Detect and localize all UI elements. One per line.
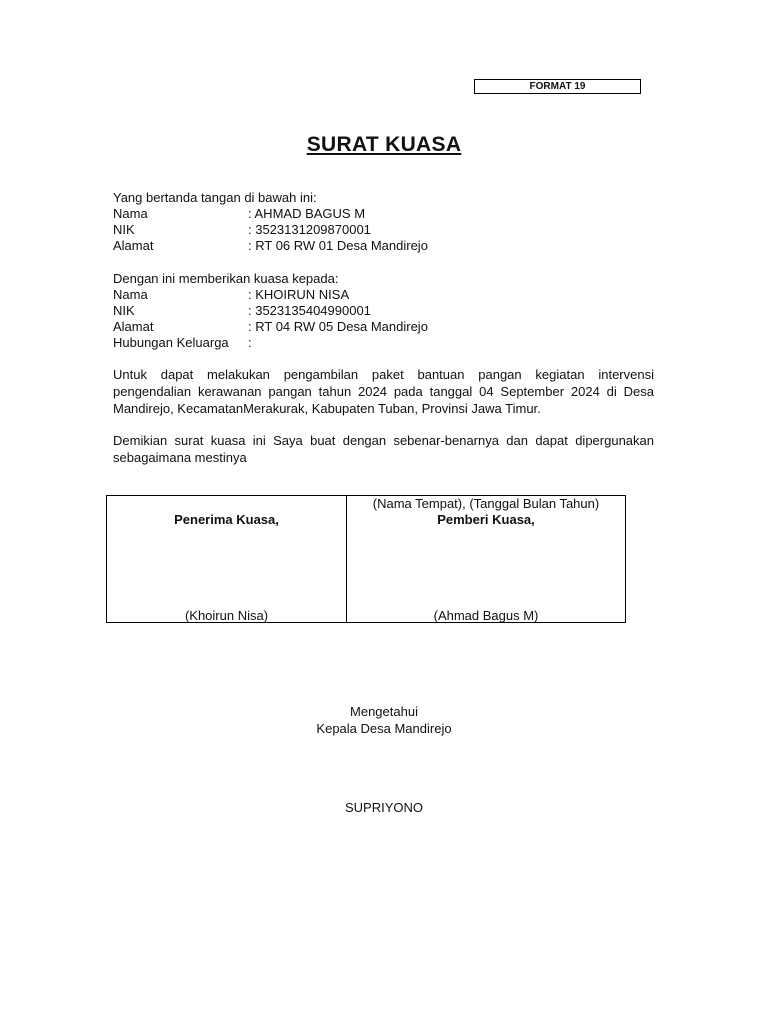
grantee-intro: Dengan ini memberikan kuasa kepada: bbox=[113, 271, 339, 286]
field-label: Nama bbox=[113, 206, 148, 221]
field-value: : 3523135404990001 bbox=[248, 303, 371, 318]
grantee-signature-title: Penerima Kuasa, bbox=[174, 512, 279, 527]
field-label: NIK bbox=[113, 303, 135, 318]
field-value: : RT 04 RW 05 Desa Mandirejo bbox=[248, 319, 428, 334]
field-value: : RT 06 RW 01 Desa Mandirejo bbox=[248, 238, 428, 253]
grantor-address-row bbox=[113, 238, 428, 254]
grantor-intro: Yang bertanda tangan di bawah ini: bbox=[113, 190, 317, 205]
place-date-line: (Nama Tempat), (Tanggal Bulan Tahun) bbox=[372, 496, 600, 511]
field-value: : KHOIRUN NISA bbox=[248, 287, 350, 302]
grantee-address-row bbox=[113, 319, 428, 335]
approval-label: Mengetahui bbox=[350, 704, 418, 719]
field-label: NIK bbox=[113, 222, 135, 237]
document-title: SURAT KUASA bbox=[306, 133, 462, 156]
format-number-box bbox=[474, 79, 641, 94]
grantee-nik-row bbox=[113, 303, 371, 319]
field-value: : AHMAD BAGUS M bbox=[248, 206, 366, 221]
field-value: : 3523131209870001 bbox=[248, 222, 371, 237]
signature-table bbox=[106, 495, 626, 623]
field-label: Alamat bbox=[113, 319, 154, 334]
closing-paragraph: Demikian surat kuasa ini Saya buat dengan sebenar-benarnya dan dapat dipergunakan sebagaimana mestinya bbox=[113, 433, 654, 465]
approval-position: Kepala Desa Mandirejo bbox=[316, 721, 452, 736]
grantor-nik-row bbox=[113, 222, 371, 238]
approval-name: SUPRIYONO bbox=[344, 800, 423, 815]
grantor-signature-title: Pemberi Kuasa, bbox=[437, 512, 535, 527]
field-label: Hubungan Keluarga bbox=[113, 335, 229, 350]
grantor-name-row bbox=[113, 206, 365, 222]
field-label: Alamat bbox=[113, 238, 154, 253]
grantor-signature-name: (Ahmad Bagus M) bbox=[433, 608, 539, 623]
grantee-name-row bbox=[113, 287, 349, 303]
grantee-signature-name: (Khoirun Nisa) bbox=[184, 608, 269, 623]
field-value: : bbox=[248, 335, 252, 350]
grantee-relation-row bbox=[113, 335, 252, 351]
field-label: Nama bbox=[113, 287, 148, 302]
purpose-paragraph: Untuk dapat melakukan pengambilan paket bantuan pangan kegiatan intervensi pengendalian kerawanan pangan tahun 2024 pada tanggal 04 September 2024 di Desa Mandirejo, KecamatanMerakurak, Kabupaten Tuban, Provinsi Jawa Timur. bbox=[113, 367, 654, 416]
format-label: FORMAT 19 bbox=[529, 81, 586, 92]
